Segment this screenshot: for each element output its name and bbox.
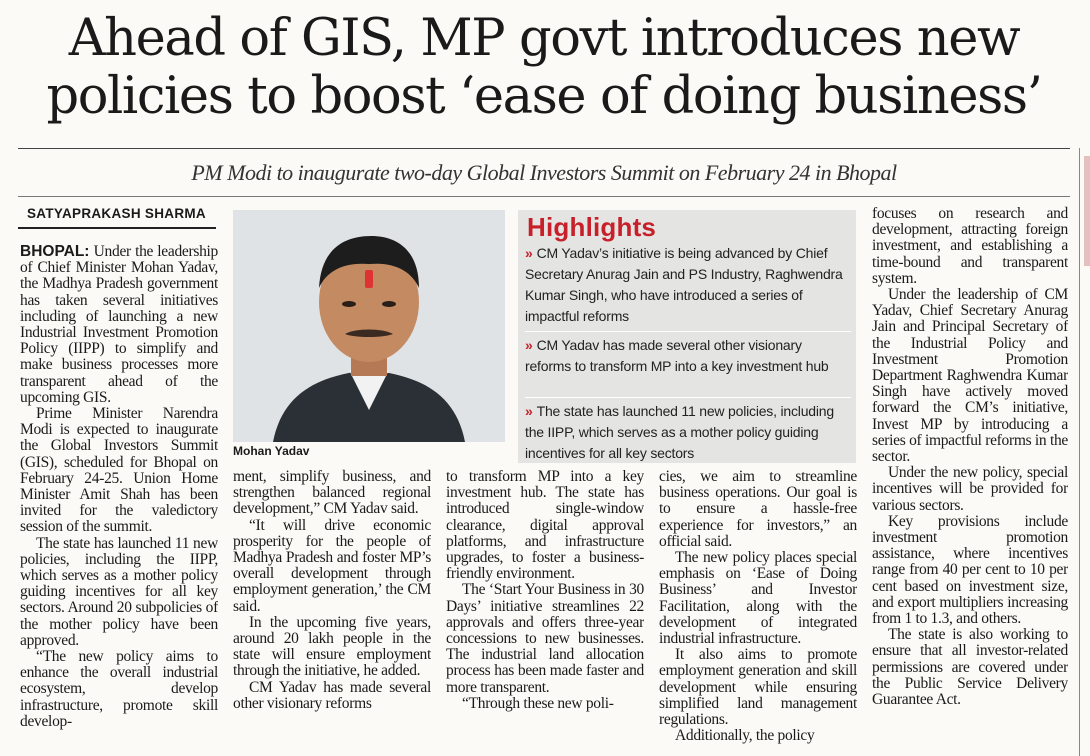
paragraph: Additionally, the policy	[675, 727, 815, 745]
headline-line-1: Ahead of GIS, MP govt introduces new	[68, 9, 1020, 68]
paragraph: Under the new policy, special incentives will be provided for various sectors.	[872, 464, 1068, 514]
highlight-item	[525, 335, 851, 377]
headline	[18, 10, 1070, 126]
headline-line-2: policies to boost ‘ease of doing business’	[46, 67, 1042, 126]
highlight-text: The state has launched 11 new policies, including the IIPP, which serves as a mother policy guiding incentives for all key sectors	[525, 403, 834, 461]
paragraph: CM Yadav has made several other visionary reforms	[233, 678, 431, 712]
chevron-bullet-icon: »	[525, 403, 533, 419]
article-column-4	[659, 469, 857, 756]
paragraph: Key provisions include investment promotion assistance, where incentives range from 40 per cent to 10 per cent based on investment size, and export multipliers increasing from 1 to 1.3, and others.	[872, 512, 1068, 628]
top-rule	[18, 148, 1070, 149]
highlights-title: Highlights	[527, 212, 657, 242]
highlight-text: CM Yadav has made several other visionary reforms to transform MP into a key investment hub	[525, 337, 829, 374]
byline: SATYAPRAKASH SHARMA	[27, 206, 206, 221]
paragraph-text: Under the leadership of Chief Minister Mohan Yadav, the Madhya Pradesh government has taken several initiatives including of launching a new Industrial Investment Promotion Policy (IIPP) to simplify and make business processes more transparent ahead of the upcoming GIS.	[20, 244, 218, 406]
paragraph: It also aims to promote employment generation and skill development while ensuring simplified land management regulations.	[659, 646, 857, 729]
paragraph: In the upcoming five years, around 20 lakh people in the state will ensure employment through the initiative, he added.	[233, 613, 431, 680]
portrait-photo	[233, 210, 505, 442]
photo-caption: Mohan Yadav	[233, 444, 310, 458]
portrait-illustration	[233, 210, 505, 442]
paragraph: Under the leadership of CM Yadav, Chief Secretary Anurag Jain and Principal Secretary of the Industrial Policy and Investment Promotion Department Raghwendra Kumar Singh have actively moved forward the CM’s initiative, Invest MP by introducing a series of impactful reforms in the sector.	[872, 286, 1068, 466]
lead-paragraph	[20, 244, 218, 406]
byline-rule	[18, 227, 216, 229]
article-column-5	[872, 206, 1068, 756]
highlight-item	[525, 243, 851, 327]
article-column-3	[446, 469, 644, 756]
highlight-divider	[525, 331, 851, 332]
deck-rule	[18, 196, 1070, 197]
paragraph: Prime Minister Narendra Modi is expected to inaugurate the Global Investors Summit (GIS), scheduled for Bhopal on February 24-25. Union Home Minister Amit Shah has been invited for the valedictory session of the summit.	[20, 405, 218, 536]
adjacent-photo-edge	[1084, 156, 1090, 266]
paragraph: cies, we aim to streamline business operations. Our goal is to ensure a hassle-free experience for investors,” an official said.	[659, 469, 857, 550]
paragraph: to transform MP into a key investment hub. The state has introduced single-window clearance, digital approval platforms, and infrastructure upgrades, to foster a business-friendly environment.	[446, 469, 644, 583]
paragraph: The new policy places special emphasis on ‘Ease of Doing Business’ and Investor Facilitation, along with the development of integrated industrial infrastructure.	[659, 549, 857, 648]
chevron-bullet-icon: »	[525, 245, 533, 261]
paragraph: ment, simplify business, and strengthen balanced regional development,” CM Yadav said.	[233, 469, 431, 518]
article-column-2	[233, 469, 431, 756]
paragraph: focuses on research and development, attracting foreign investment, and establishing a time-bound and transparent system.	[872, 206, 1068, 287]
paragraph: The state has launched 11 new policies, including the IIPP, which serves as a mother policy guiding incentives for all key sectors. Around 20 subpolicies of the mother policy have been approved.	[20, 534, 218, 649]
adjacent-article-edge	[1079, 148, 1090, 756]
paragraph: “Through these new poli-	[462, 694, 614, 712]
highlight-text: CM Yadav’s initiative is being advanced by Chief Secretary Anurag Jain and PS Industry, Raghwendra Kumar Singh, who have introduced a series of impactful reforms	[525, 245, 843, 324]
article-column-1	[20, 244, 218, 756]
chevron-bullet-icon: »	[525, 337, 533, 353]
highlight-divider	[525, 397, 851, 398]
paragraph: The ‘Start Your Business in 30 Days’ initiative streamlines 22 approvals and offers three-year concessions to new businesses. The industrial land allocation process has been made faster and more transparent.	[446, 581, 644, 696]
paragraph: “It will drive economic prosperity for the people of Madhya Pradesh and foster MP’s overall development through employment generation,’ the CM said.	[233, 516, 431, 615]
deck-subheadline: PM Modi to inaugurate two-day Global Investors Summit on February 24 in Bhopal	[191, 160, 897, 185]
paragraph: “The new policy aims to enhance the overall industrial ecosystem, develop infrastructure, promote skill develop-	[20, 648, 218, 730]
highlight-item	[525, 401, 851, 464]
paragraph: The state is also working to ensure that all investor-related permissions are covered under the Public Service Delivery Guarantee Act.	[872, 626, 1068, 709]
dateline: BHOPAL:	[20, 244, 90, 260]
